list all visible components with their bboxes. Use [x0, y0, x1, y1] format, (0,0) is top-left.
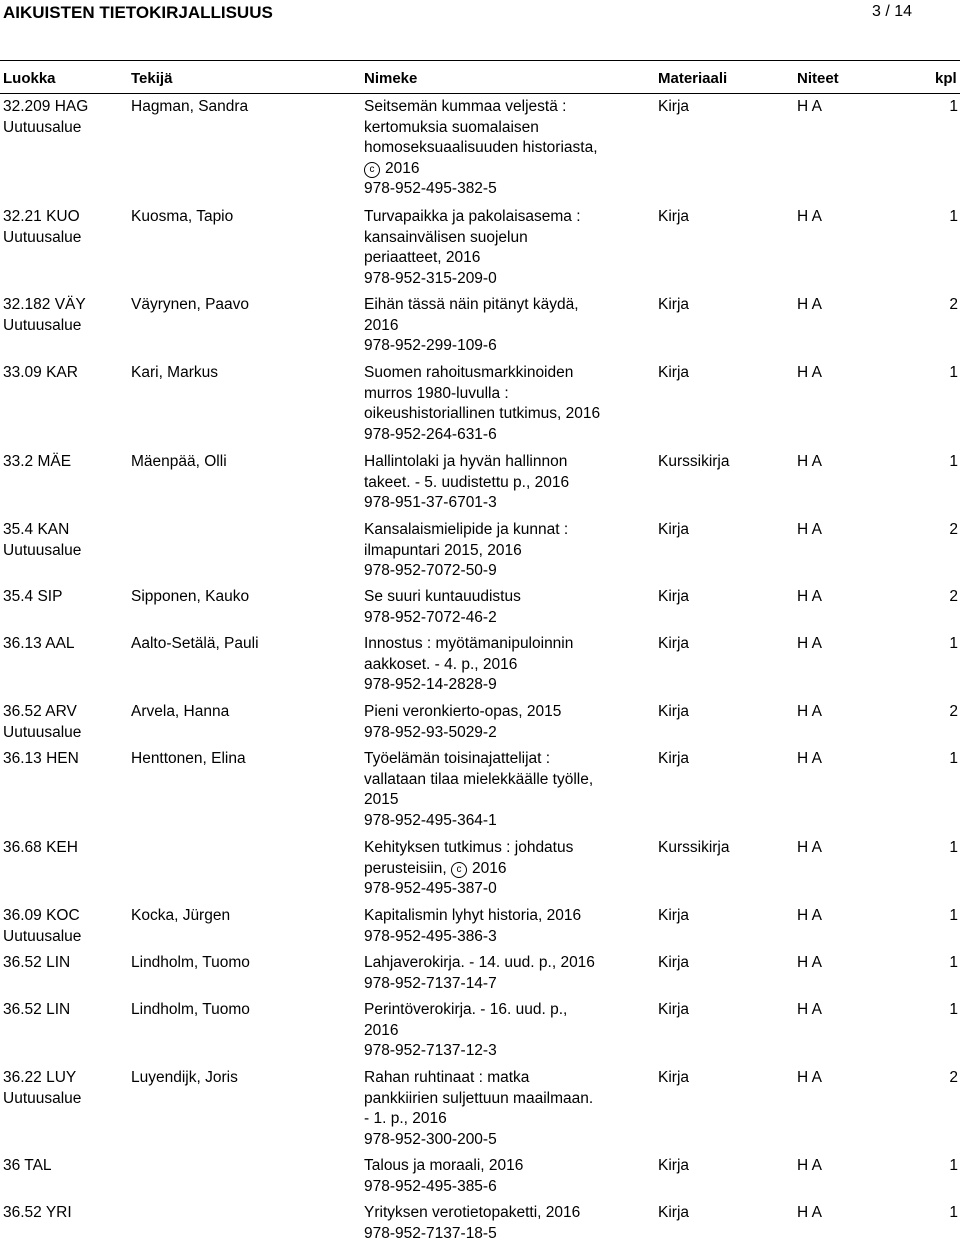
luokka-line: 35.4 SIP	[3, 587, 123, 608]
nimeke-line: kansainvälisen suojelun	[364, 228, 654, 249]
nimeke-line: pankkiirien suljettuun maailmaan.	[364, 1089, 654, 1110]
nimeke-line: 978-952-14-2828-9	[364, 675, 654, 696]
luokka-line: 36.52 LIN	[3, 1000, 123, 1021]
niteet-cell: H A	[797, 207, 857, 228]
nimeke-line: 978-952-264-631-6	[364, 425, 654, 446]
kpl-cell: 1	[930, 452, 958, 473]
nimeke-line: Kansalaismielipide ja kunnat :	[364, 520, 654, 541]
materiaali-cell: Kirja	[658, 1156, 788, 1177]
nimeke-line: 978-952-300-200-5	[364, 1130, 654, 1151]
nimeke-line: 978-952-7137-18-5	[364, 1224, 654, 1244]
luokka-line: 36.52 YRI	[3, 1203, 123, 1224]
niteet-cell: H A	[797, 906, 857, 927]
tekija-cell	[131, 906, 356, 927]
nimeke-line: c 2016	[364, 159, 654, 180]
page-title: AIKUISTEN TIETOKIRJALLISUUS	[3, 3, 273, 23]
copyright-icon: c	[364, 162, 380, 178]
materiaali-cell: Kurssikirja	[658, 838, 788, 859]
col-kpl: kpl	[935, 70, 957, 87]
luokka-cell	[3, 749, 123, 770]
luokka-cell	[3, 1156, 123, 1177]
nimeke-line: 978-952-315-209-0	[364, 269, 654, 290]
tekija-text: Lindholm, Tuomo	[131, 953, 356, 974]
kpl-cell: 1	[930, 906, 958, 927]
niteet-cell: H A	[797, 634, 857, 655]
tekija-text: Kocka, Jürgen	[131, 906, 356, 927]
nimeke-cell	[364, 1156, 654, 1197]
kpl-cell: 1	[930, 207, 958, 228]
tekija-cell	[131, 295, 356, 316]
tekija-cell	[131, 97, 356, 118]
luokka-cell	[3, 587, 123, 608]
copyright-icon: c	[451, 862, 467, 878]
luokka-cell	[3, 953, 123, 974]
luokka-line: 36.68 KEH	[3, 838, 123, 859]
tekija-cell	[131, 702, 356, 723]
nimeke-line: 978-952-495-364-1	[364, 811, 654, 832]
niteet-cell: H A	[797, 452, 857, 473]
materiaali-cell: Kirja	[658, 702, 788, 723]
niteet-cell: H A	[797, 702, 857, 723]
materiaali-cell: Kirja	[658, 207, 788, 228]
niteet-cell: H A	[797, 1068, 857, 1089]
nimeke-line: ilmapuntari 2015, 2016	[364, 541, 654, 562]
kpl-cell: 1	[930, 749, 958, 770]
nimeke-line: Eihän tässä näin pitänyt käydä,	[364, 295, 654, 316]
nimeke-cell	[364, 953, 654, 994]
kpl-cell: 2	[930, 587, 958, 608]
tekija-text: Väyrynen, Paavo	[131, 295, 356, 316]
nimeke-cell	[364, 587, 654, 628]
nimeke-line: 2016	[364, 316, 654, 337]
luokka-line: Uutuusalue	[3, 118, 123, 139]
luokka-cell	[3, 452, 123, 473]
tekija-cell	[131, 587, 356, 608]
kpl-cell: 1	[930, 838, 958, 859]
luokka-line: 33.2 MÄE	[3, 452, 123, 473]
nimeke-line: Turvapaikka ja pakolaisasema :	[364, 207, 654, 228]
tekija-text: Arvela, Hanna	[131, 702, 356, 723]
nimeke-line: 2016	[364, 1021, 654, 1042]
nimeke-line: Kehityksen tutkimus : johdatus	[364, 838, 654, 859]
materiaali-cell: Kirja	[658, 906, 788, 927]
luokka-line: 32.21 KUO	[3, 207, 123, 228]
col-tekija: Tekijä	[131, 70, 172, 87]
nimeke-line: 978-951-37-6701-3	[364, 493, 654, 514]
luokka-cell	[3, 97, 123, 138]
kpl-cell: 1	[930, 634, 958, 655]
col-luokka: Luokka	[3, 70, 56, 87]
nimeke-cell	[364, 749, 654, 831]
niteet-cell: H A	[797, 520, 857, 541]
nimeke-cell	[364, 1000, 654, 1062]
kpl-cell: 1	[930, 1203, 958, 1224]
kpl-cell: 2	[930, 295, 958, 316]
materiaali-cell: Kurssikirja	[658, 452, 788, 473]
tekija-text: Henttonen, Elina	[131, 749, 356, 770]
nimeke-line: Pieni veronkierto-opas, 2015	[364, 702, 654, 723]
luokka-line: Uutuusalue	[3, 1089, 123, 1110]
luokka-cell	[3, 1000, 123, 1021]
niteet-cell: H A	[797, 363, 857, 384]
nimeke-line: 978-952-495-385-6	[364, 1177, 654, 1198]
col-nimeke: Nimeke	[364, 70, 417, 87]
tekija-text: Sipponen, Kauko	[131, 587, 356, 608]
luokka-cell	[3, 906, 123, 947]
column-header-row	[0, 60, 960, 94]
luokka-cell	[3, 295, 123, 336]
nimeke-line: Yrityksen verotietopaketti, 2016	[364, 1203, 654, 1224]
tekija-cell	[131, 452, 356, 473]
tekija-cell	[131, 1000, 356, 1021]
kpl-cell: 2	[930, 1068, 958, 1089]
niteet-cell: H A	[797, 1203, 857, 1224]
kpl-cell: 2	[930, 520, 958, 541]
luokka-line: 33.09 KAR	[3, 363, 123, 384]
materiaali-cell: Kirja	[658, 749, 788, 770]
luokka-cell	[3, 1068, 123, 1109]
nimeke-line: Työelämän toisinajattelijat :	[364, 749, 654, 770]
nimeke-line: kertomuksia suomalaisen	[364, 118, 654, 139]
nimeke-line: 978-952-495-382-5	[364, 179, 654, 200]
luokka-cell	[3, 634, 123, 655]
tekija-text: Hagman, Sandra	[131, 97, 356, 118]
materiaali-cell: Kirja	[658, 1203, 788, 1224]
tekija-text: Mäenpää, Olli	[131, 452, 356, 473]
luokka-cell	[3, 702, 123, 743]
kpl-cell: 1	[930, 1000, 958, 1021]
luokka-line: 36.52 ARV	[3, 702, 123, 723]
luokka-line: 35.4 KAN	[3, 520, 123, 541]
nimeke-cell	[364, 520, 654, 582]
nimeke-cell	[364, 906, 654, 947]
luokka-line: 36.13 HEN	[3, 749, 123, 770]
nimeke-line: Talous ja moraali, 2016	[364, 1156, 654, 1177]
tekija-cell	[131, 207, 356, 228]
luokka-line: Uutuusalue	[3, 927, 123, 948]
nimeke-line: 978-952-299-109-6	[364, 336, 654, 357]
col-materiaali: Materiaali	[658, 70, 727, 87]
nimeke-line: vallataan tilaa mielekkäälle työlle,	[364, 770, 654, 791]
materiaali-cell: Kirja	[658, 1000, 788, 1021]
nimeke-cell	[364, 1203, 654, 1244]
materiaali-cell: Kirja	[658, 363, 788, 384]
niteet-cell: H A	[797, 749, 857, 770]
nimeke-cell	[364, 702, 654, 743]
luokka-line: 36.22 LUY	[3, 1068, 123, 1089]
nimeke-line: 2015	[364, 790, 654, 811]
tekija-cell	[131, 634, 356, 655]
nimeke-cell	[364, 1068, 654, 1150]
nimeke-line: oikeushistoriallinen tutkimus, 2016	[364, 404, 654, 425]
kpl-cell: 1	[930, 1156, 958, 1177]
nimeke-cell	[364, 97, 654, 200]
nimeke-line: Hallintolaki ja hyvän hallinnon	[364, 452, 654, 473]
tekija-cell	[131, 1068, 356, 1089]
kpl-cell: 1	[930, 953, 958, 974]
nimeke-line: Se suuri kuntauudistus	[364, 587, 654, 608]
luokka-line: Uutuusalue	[3, 541, 123, 562]
luokka-cell	[3, 363, 123, 384]
niteet-cell: H A	[797, 953, 857, 974]
nimeke-line: murros 1980-luvulla :	[364, 384, 654, 405]
col-niteet: Niteet	[797, 70, 839, 87]
luokka-line: 36 TAL	[3, 1156, 123, 1177]
nimeke-line: Rahan ruhtinaat : matka	[364, 1068, 654, 1089]
materiaali-cell: Kirja	[658, 587, 788, 608]
luokka-line: 32.182 VÄY	[3, 295, 123, 316]
materiaali-cell: Kirja	[658, 520, 788, 541]
luokka-line: Uutuusalue	[3, 723, 123, 744]
nimeke-line: 978-952-495-387-0	[364, 879, 654, 900]
nimeke-line: Lahjaverokirja. - 14. uud. p., 2016	[364, 953, 654, 974]
nimeke-line: Innostus : myötämanipuloinnin	[364, 634, 654, 655]
kpl-cell: 2	[930, 702, 958, 723]
luokka-line: 36.13 AAL	[3, 634, 123, 655]
tekija-text: Luyendijk, Joris	[131, 1068, 356, 1089]
tekija-text: Aalto-Setälä, Pauli	[131, 634, 356, 655]
nimeke-cell	[364, 838, 654, 900]
kpl-cell: 1	[930, 363, 958, 384]
tekija-text: Kari, Markus	[131, 363, 356, 384]
nimeke-line: 978-952-93-5029-2	[364, 723, 654, 744]
nimeke-line: homoseksuaalisuuden historiasta,	[364, 138, 654, 159]
materiaali-cell: Kirja	[658, 953, 788, 974]
nimeke-line: Suomen rahoitusmarkkinoiden	[364, 363, 654, 384]
nimeke-line: - 1. p., 2016	[364, 1109, 654, 1130]
tekija-cell	[131, 363, 356, 384]
nimeke-line: Kapitalismin lyhyt historia, 2016	[364, 906, 654, 927]
nimeke-line: Perintöverokirja. - 16. uud. p.,	[364, 1000, 654, 1021]
niteet-cell: H A	[797, 97, 857, 118]
luokka-cell	[3, 1203, 123, 1224]
niteet-cell: H A	[797, 1156, 857, 1177]
luokka-line: 36.09 KOC	[3, 906, 123, 927]
luokka-line: 32.209 HAG	[3, 97, 123, 118]
tekija-text: Lindholm, Tuomo	[131, 1000, 356, 1021]
niteet-cell: H A	[797, 1000, 857, 1021]
nimeke-line: 978-952-7072-50-9	[364, 561, 654, 582]
materiaali-cell: Kirja	[658, 97, 788, 118]
nimeke-line: periaatteet, 2016	[364, 248, 654, 269]
tekija-cell	[131, 953, 356, 974]
niteet-cell: H A	[797, 838, 857, 859]
nimeke-cell	[364, 452, 654, 514]
luokka-line: 36.52 LIN	[3, 953, 123, 974]
nimeke-cell	[364, 207, 654, 289]
materiaali-cell: Kirja	[658, 634, 788, 655]
nimeke-line: Seitsemän kummaa veljestä :	[364, 97, 654, 118]
nimeke-line: 978-952-7072-46-2	[364, 608, 654, 629]
tekija-text: Kuosma, Tapio	[131, 207, 356, 228]
nimeke-line: aakkoset. - 4. p., 2016	[364, 655, 654, 676]
luokka-cell	[3, 838, 123, 859]
nimeke-line: 978-952-7137-14-7	[364, 974, 654, 995]
page-number: 3 / 14	[872, 3, 912, 21]
materiaali-cell: Kirja	[658, 1068, 788, 1089]
nimeke-cell	[364, 295, 654, 357]
nimeke-line: 978-952-495-386-3	[364, 927, 654, 948]
kpl-cell: 1	[930, 97, 958, 118]
tekija-cell	[131, 749, 356, 770]
nimeke-line: takeet. - 5. uudistettu p., 2016	[364, 473, 654, 494]
luokka-cell	[3, 207, 123, 248]
niteet-cell: H A	[797, 295, 857, 316]
nimeke-cell	[364, 363, 654, 445]
luokka-line: Uutuusalue	[3, 316, 123, 337]
luokka-line: Uutuusalue	[3, 228, 123, 249]
luokka-cell	[3, 520, 123, 561]
nimeke-line: perusteisiin, c 2016	[364, 859, 654, 880]
nimeke-line: 978-952-7137-12-3	[364, 1041, 654, 1062]
nimeke-cell	[364, 634, 654, 696]
niteet-cell: H A	[797, 587, 857, 608]
materiaali-cell: Kirja	[658, 295, 788, 316]
